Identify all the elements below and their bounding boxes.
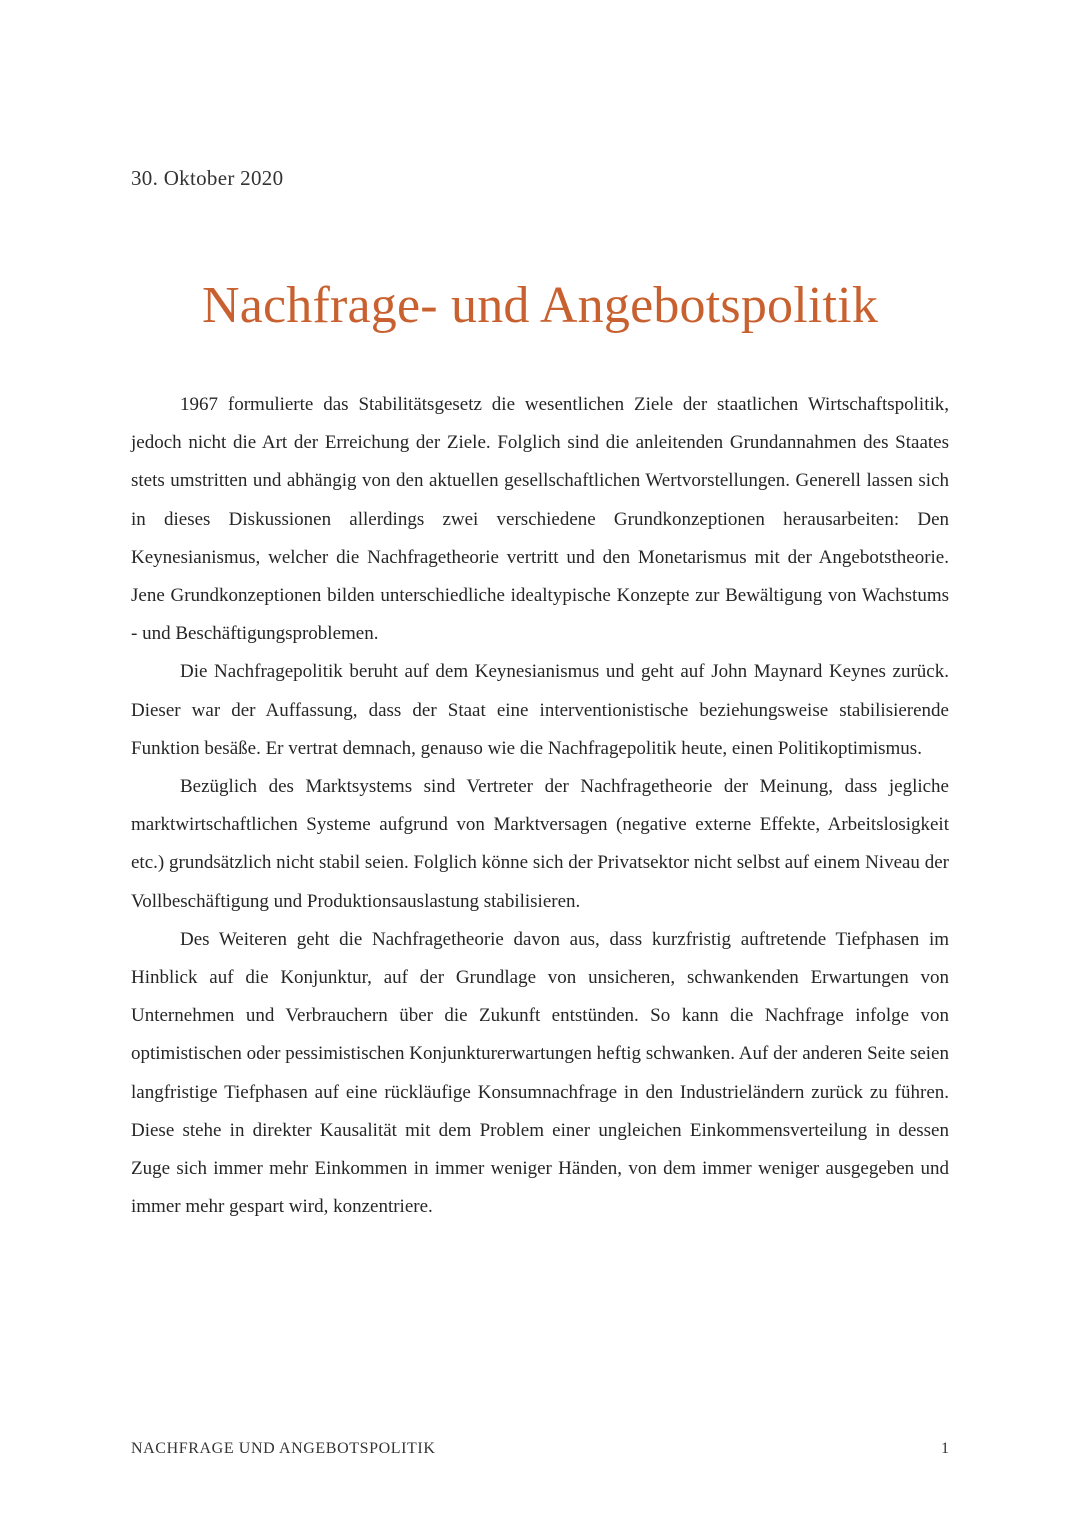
document-title: Nachfrage- und Angebotspolitik [201, 277, 879, 334]
page-number: 1 [941, 1440, 949, 1457]
paragraph-3: Bezüglich des Marktsystems sind Vertreter der Nachfragetheorie der Meinung, dass jegliche marktwirtschaftlichen Systeme aufgrund von Marktversagen (negative externe Effekte, Arbeitslosigkeit etc.) grundsätzlich nicht stabil seien. Folglich könne sich der Privatsektor nicht selbst auf einem Niveau der Vollbeschäftigung und Produktionsauslastung stabilisieren. [131, 776, 949, 912]
document-date: 30. Oktober 2020 [131, 166, 284, 190]
page-footer [131, 1440, 949, 1464]
paragraph-4: Des Weiteren geht die Nachfragetheorie davon aus, dass kurzfristig auftretende Tiefphasen im Hinblick auf die Konjunktur, auf der Grundlage von unsicheren, schwankenden Erwartungen von Unternehmen und Verbrauchern über die Zukunft entstünden. So kann die Nachfrage infolge von optimistischen oder pessimistischen Konjunkturerwartungen heftig schwanken. Auf der anderen Seite seien langfristige Tiefphasen auf eine rückläufige Konsumnachfrage in den Industrieländern zurück zu führen. Diese stehe in direkter Kausalität mit dem Problem einer ungleichen Einkommensverteilung in dessen Zuge sich immer mehr Einkommen in immer weniger Händen, von dem immer weniger ausgegeben und immer mehr gespart wird, konzentriere. [131, 928, 949, 1218]
footer-running-title: NACHFRAGE UND ANGEBOTSPOLITIK [131, 1440, 436, 1457]
paragraph-2: Die Nachfragepolitik beruht auf dem Keynesianismus und geht auf John Maynard Keynes zurück. Dieser war der Auffassung, dass der Staat eine interventionistische beziehungsweise stabilisierende Funktion besäße. Er vertrat demnach, genauso wie die Nachfragepolitik heute, einen Politikoptimismus. [131, 661, 949, 759]
document-body [131, 386, 949, 1226]
paragraph-1: 1967 formulierte das Stabilitätsgesetz die wesentlichen Ziele der staatlichen Wirtschaftspolitik, jedoch nicht die Art der Erreichung der Ziele. Folglich sind die anleitenden Grundannahmen des Staates stets umstritten und abhängig von den aktuellen gesellschaftlichen Wertvorstellungen. Generell lassen sich in dieses Diskussionen allerdings zwei verschiedene Grundkonzeptionen herausarbeiten: Den Keynesianismus, welcher die Nachfragetheorie vertritt und den Monetarismus mit der Angebotstheorie. Jene Grundkonzeptionen bilden unterschiedliche idealtypische Konzepte zur Bewältigung von Wachstums - und Beschäftigungsproblemen. [131, 394, 949, 645]
